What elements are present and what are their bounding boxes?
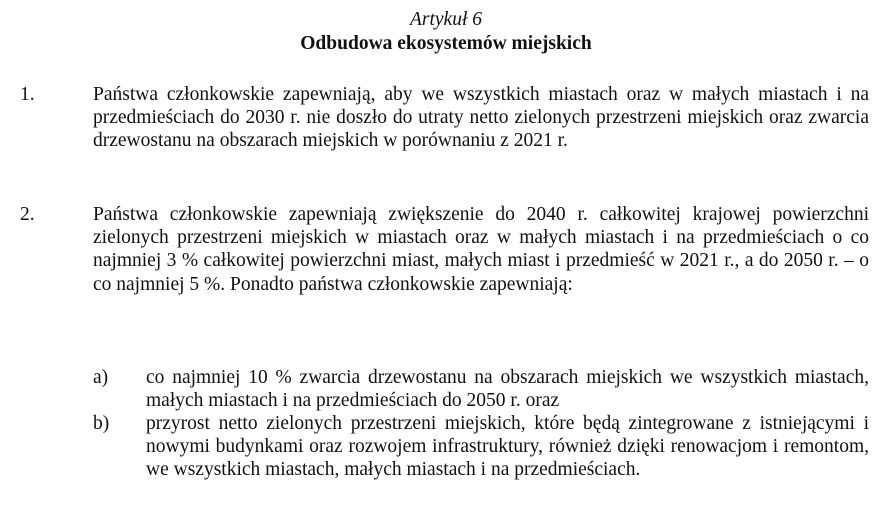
paragraph-number: 1. <box>20 84 35 105</box>
list-item-letter: a) <box>93 367 109 388</box>
paragraph-number: 2. <box>20 204 35 225</box>
list-item-text: co najmniej 10 % zwarcia drzewostanu na obszarach miejskich we wszystkich miastach, małych miastach i na przedmieściach do 2050 r. oraz <box>146 367 869 412</box>
paragraph-text: Państwa członkowskie zapewniają zwiększenie do 2040 r. całkowitej krajowej powierzchni zielonych przestrzeni miejskich w miastach oraz w małych miastach i na przedmieściach o co najmniej 3 % całkowitej powierzchni miast, małych miast i przedmieść w 2021 r., a do 2050 r. – o co najmniej 5 %. Ponadto państwa członkowskie zapewniają: <box>93 204 869 295</box>
article-title: Odbudowa ekosystemów miejskich <box>300 33 592 54</box>
list-item-text: przyrost netto zielonych przestrzeni miejskich, które będą zintegrowane z istniejącymi i nowymi budynkami oraz rozwojem infrastruktury, również dzięki renowacjom i remontom, we wszystkich miastach, małych miastach i na przedmieściach. <box>146 413 869 481</box>
list-item-letter: b) <box>93 413 110 434</box>
paragraph-text: Państwa członkowskie zapewniają, aby we wszystkich miastach oraz w małych miastach i na przedmieściach do 2030 r. nie doszło do utraty netto zielonych przestrzeni miejskich oraz zwarcia drzewostanu na obszarach miejskich w porównaniu z 2021 r. <box>93 84 869 152</box>
article-label: Artykuł 6 <box>409 9 483 30</box>
